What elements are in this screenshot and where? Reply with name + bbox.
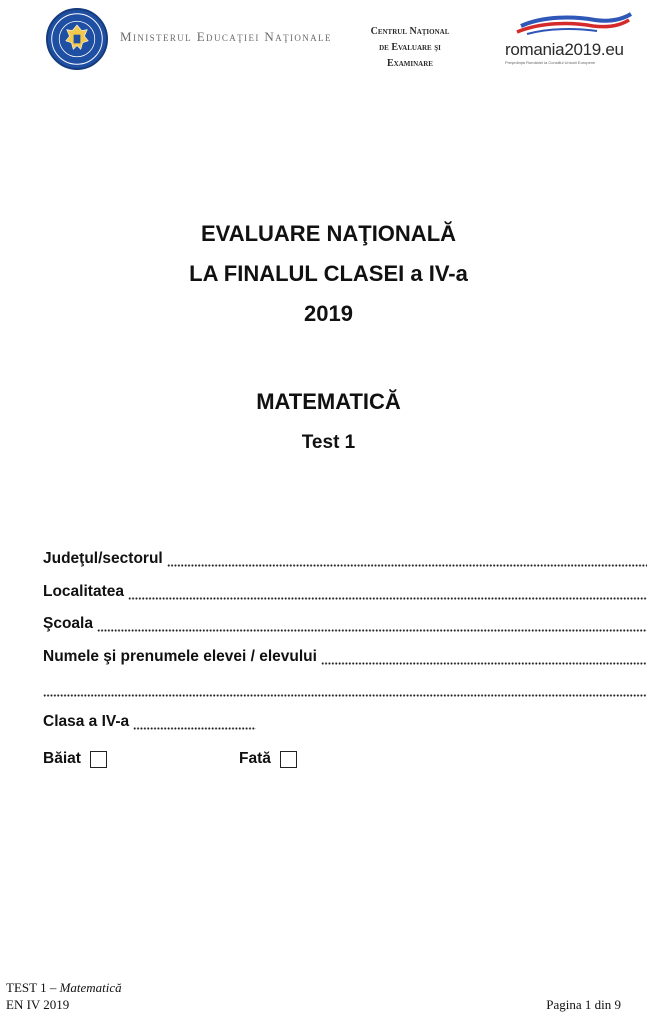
student-name-field-continued[interactable] xyxy=(43,680,647,698)
girl-option xyxy=(239,750,297,768)
seal-emblem-icon xyxy=(48,10,106,68)
footer-test-subject: Matematică xyxy=(59,980,122,995)
boy-checkbox[interactable] xyxy=(90,751,107,768)
school-field[interactable] xyxy=(97,615,647,633)
ministry-name: Ministerul Educaţiei Naţionale xyxy=(120,29,332,44)
county-field[interactable] xyxy=(167,550,647,568)
footer-test-line xyxy=(6,980,122,996)
boy-label: Băiat xyxy=(43,750,81,767)
exam-grade: LA FINALUL CLASEI a IV-a xyxy=(189,261,468,286)
student-name-continuation-row xyxy=(43,678,647,698)
government-seal-logo xyxy=(46,8,108,70)
evaluation-center-logo xyxy=(355,24,465,72)
center-line-3: Examinare xyxy=(387,58,433,69)
school-row xyxy=(43,613,647,633)
footer-page-number: Pagina 1 din 9 xyxy=(546,997,621,1012)
document-header xyxy=(0,0,657,90)
girl-label: Fată xyxy=(239,750,271,767)
class-field[interactable] xyxy=(133,713,256,731)
student-name-row xyxy=(43,646,647,666)
school-label: Şcoala xyxy=(43,615,93,632)
test-number: Test 1 xyxy=(301,432,356,453)
student-name-field[interactable] xyxy=(321,648,647,666)
student-name-label: Numele şi prenumele elevei / elevului xyxy=(43,647,317,665)
wave-flag-icon xyxy=(513,12,633,36)
locality-field[interactable] xyxy=(128,583,647,601)
exam-title: EVALUARE NAŢIONALĂ xyxy=(200,221,457,246)
footer-test-prefix: TEST 1 – xyxy=(6,980,60,995)
center-line-2: de Evaluare şi xyxy=(379,42,441,53)
class-label: Clasa a IV-a xyxy=(43,712,130,730)
exam-subject: MATEMATICĂ xyxy=(256,389,401,414)
county-label: Judeţul/sectorul xyxy=(43,550,163,567)
locality-label: Localitatea xyxy=(43,582,124,600)
romania2019-logo xyxy=(505,12,645,72)
locality-row xyxy=(43,581,647,601)
student-info-form xyxy=(43,548,647,743)
class-row xyxy=(43,711,647,731)
presidency-subtitle: Preşedinţia României la Consiliul Uniunii Europene xyxy=(505,60,596,65)
girl-checkbox[interactable] xyxy=(280,751,297,768)
title-block xyxy=(0,222,657,454)
exam-year: 2019 xyxy=(304,301,353,326)
county-row xyxy=(43,548,647,568)
center-line-1: Centrul Naţional xyxy=(370,26,450,37)
footer-exam-code: EN IV 2019 xyxy=(6,997,70,1012)
boy-option xyxy=(43,750,107,768)
presidency-logo-text: romania2019.eu xyxy=(505,40,624,59)
